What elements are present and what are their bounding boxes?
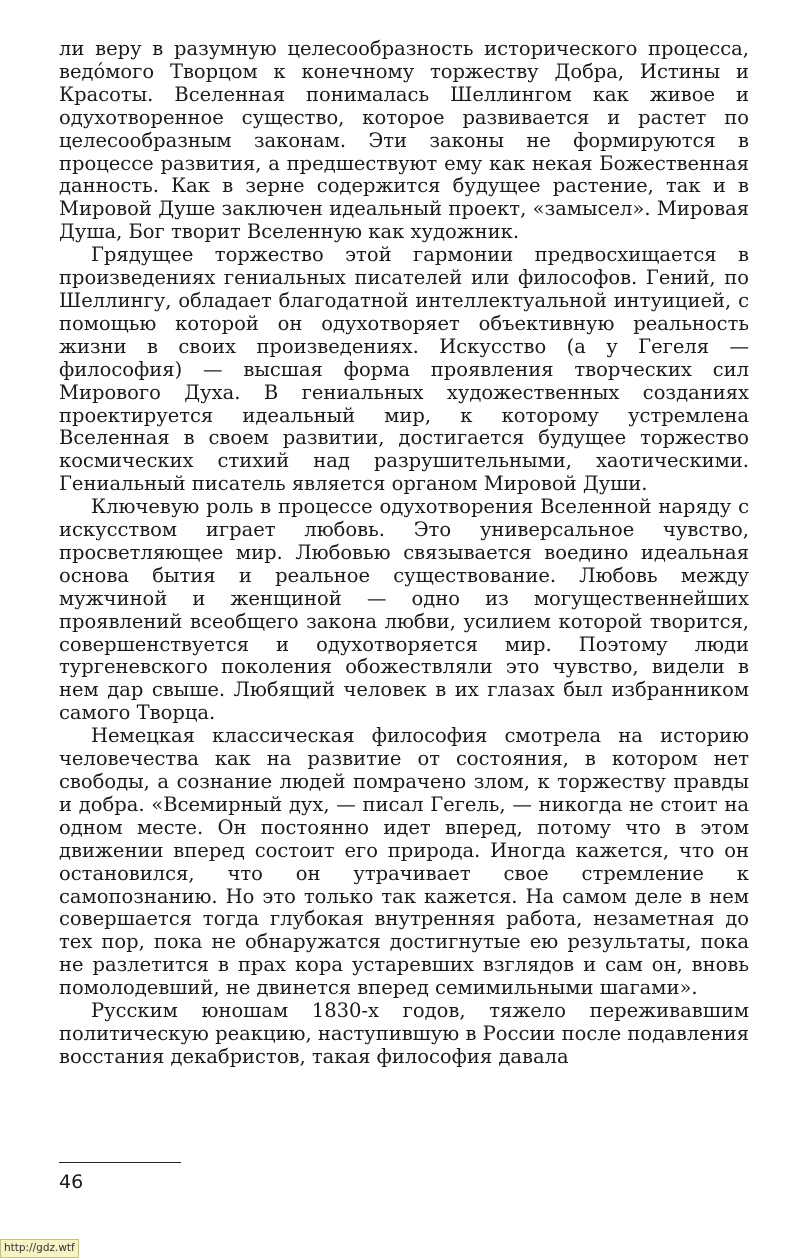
body-text xyxy=(59,38,749,1069)
paragraph-3: Ключевую роль в процессе одухотворения Вселенной наряду с искусством играет любовь. Это универсальное чувство, просветляющее мир. Любовью связывается воедино идеальная основа бытия и реальное существование. Любовь между мужчиной и женщиной — одно из могущественнейших проявлений всеобщего закона любви, усилием которой творится, совершенствуется и одухотворяется мир. Поэтому люди тургеневского поколения обожествляли это чувство, видели в нем дар свыше. Любящий человек в их глазах был избранником самого Творца. xyxy=(59,495,749,725)
footnote-divider xyxy=(59,1162,181,1163)
paragraph-5: Русским юношам 1830-х годов, тяжело переживавшим политическую реакцию, наступившую в России после подавления восстания декабристов, такая философия давала xyxy=(59,999,749,1068)
paragraph-2: Грядущее торжество этой гармонии предвосхищается в произведениях гениальных писателей или философов. Гений, по Шеллингу, обладает благодатной интеллектуальной интуицией, с помощью которой он одухотворяет объективную реальность жизни в своих произведениях. Искусство (а у Гегеля — философия) — высшая форма проявления творческих сил Мирового Духа. В гениальных художественных созданиях проектируется идеальный мир, к которому устремлена Вселенная в своем развитии, достигается будущее торжество космических стихий над разрушительными, хаотическими. Гениальный писатель является органом Мировой Души. xyxy=(59,243,749,496)
paragraph-1: ли веру в разумную целесообразность исторического процесса, ведóмого Творцом к конечному торжеству Добра, Истины и Красоты. Вселенная понималась Шеллингом как живое и одухотворенное существо, которое развивается и растет по целесообразным законам. Эти законы не формируются в процессе развития, а предшествуют ему как некая Божественная данность. Как в зерне содержится будущее растение, так и в Мировой Душе заключен идеальный проект, «замысел». Мировая Душа, Бог творит Вселенную как художник. xyxy=(59,37,749,244)
watermark-link[interactable]: http://gdz.wtf xyxy=(0,1239,79,1258)
page-number: 46 xyxy=(59,1171,84,1193)
paragraph-4: Немецкая классическая философия смотрела на историю человечества как на развитие от состояния, в котором нет свободы, а сознание людей помрачено злом, к торжеству правды и добра. «Всемирный дух, — писал Гегель, — никогда не стоит на одном месте. Он постоянно идет вперед, потому что в этом движении вперед состоит его природа. Иногда кажется, что он остановился, что он утрачивает свое стремление к самопознанию. Но это только так кажется. На самом деле в нем совершается тогда глубокая внутренняя работа, незаметная до тех пор, пока не обнаружатся достигнутые ею результаты, пока не разлетится в прах кора устаревших взглядов и сам он, вновь помолодевший, не двинется вперед семимильными шагами». xyxy=(59,724,749,1000)
